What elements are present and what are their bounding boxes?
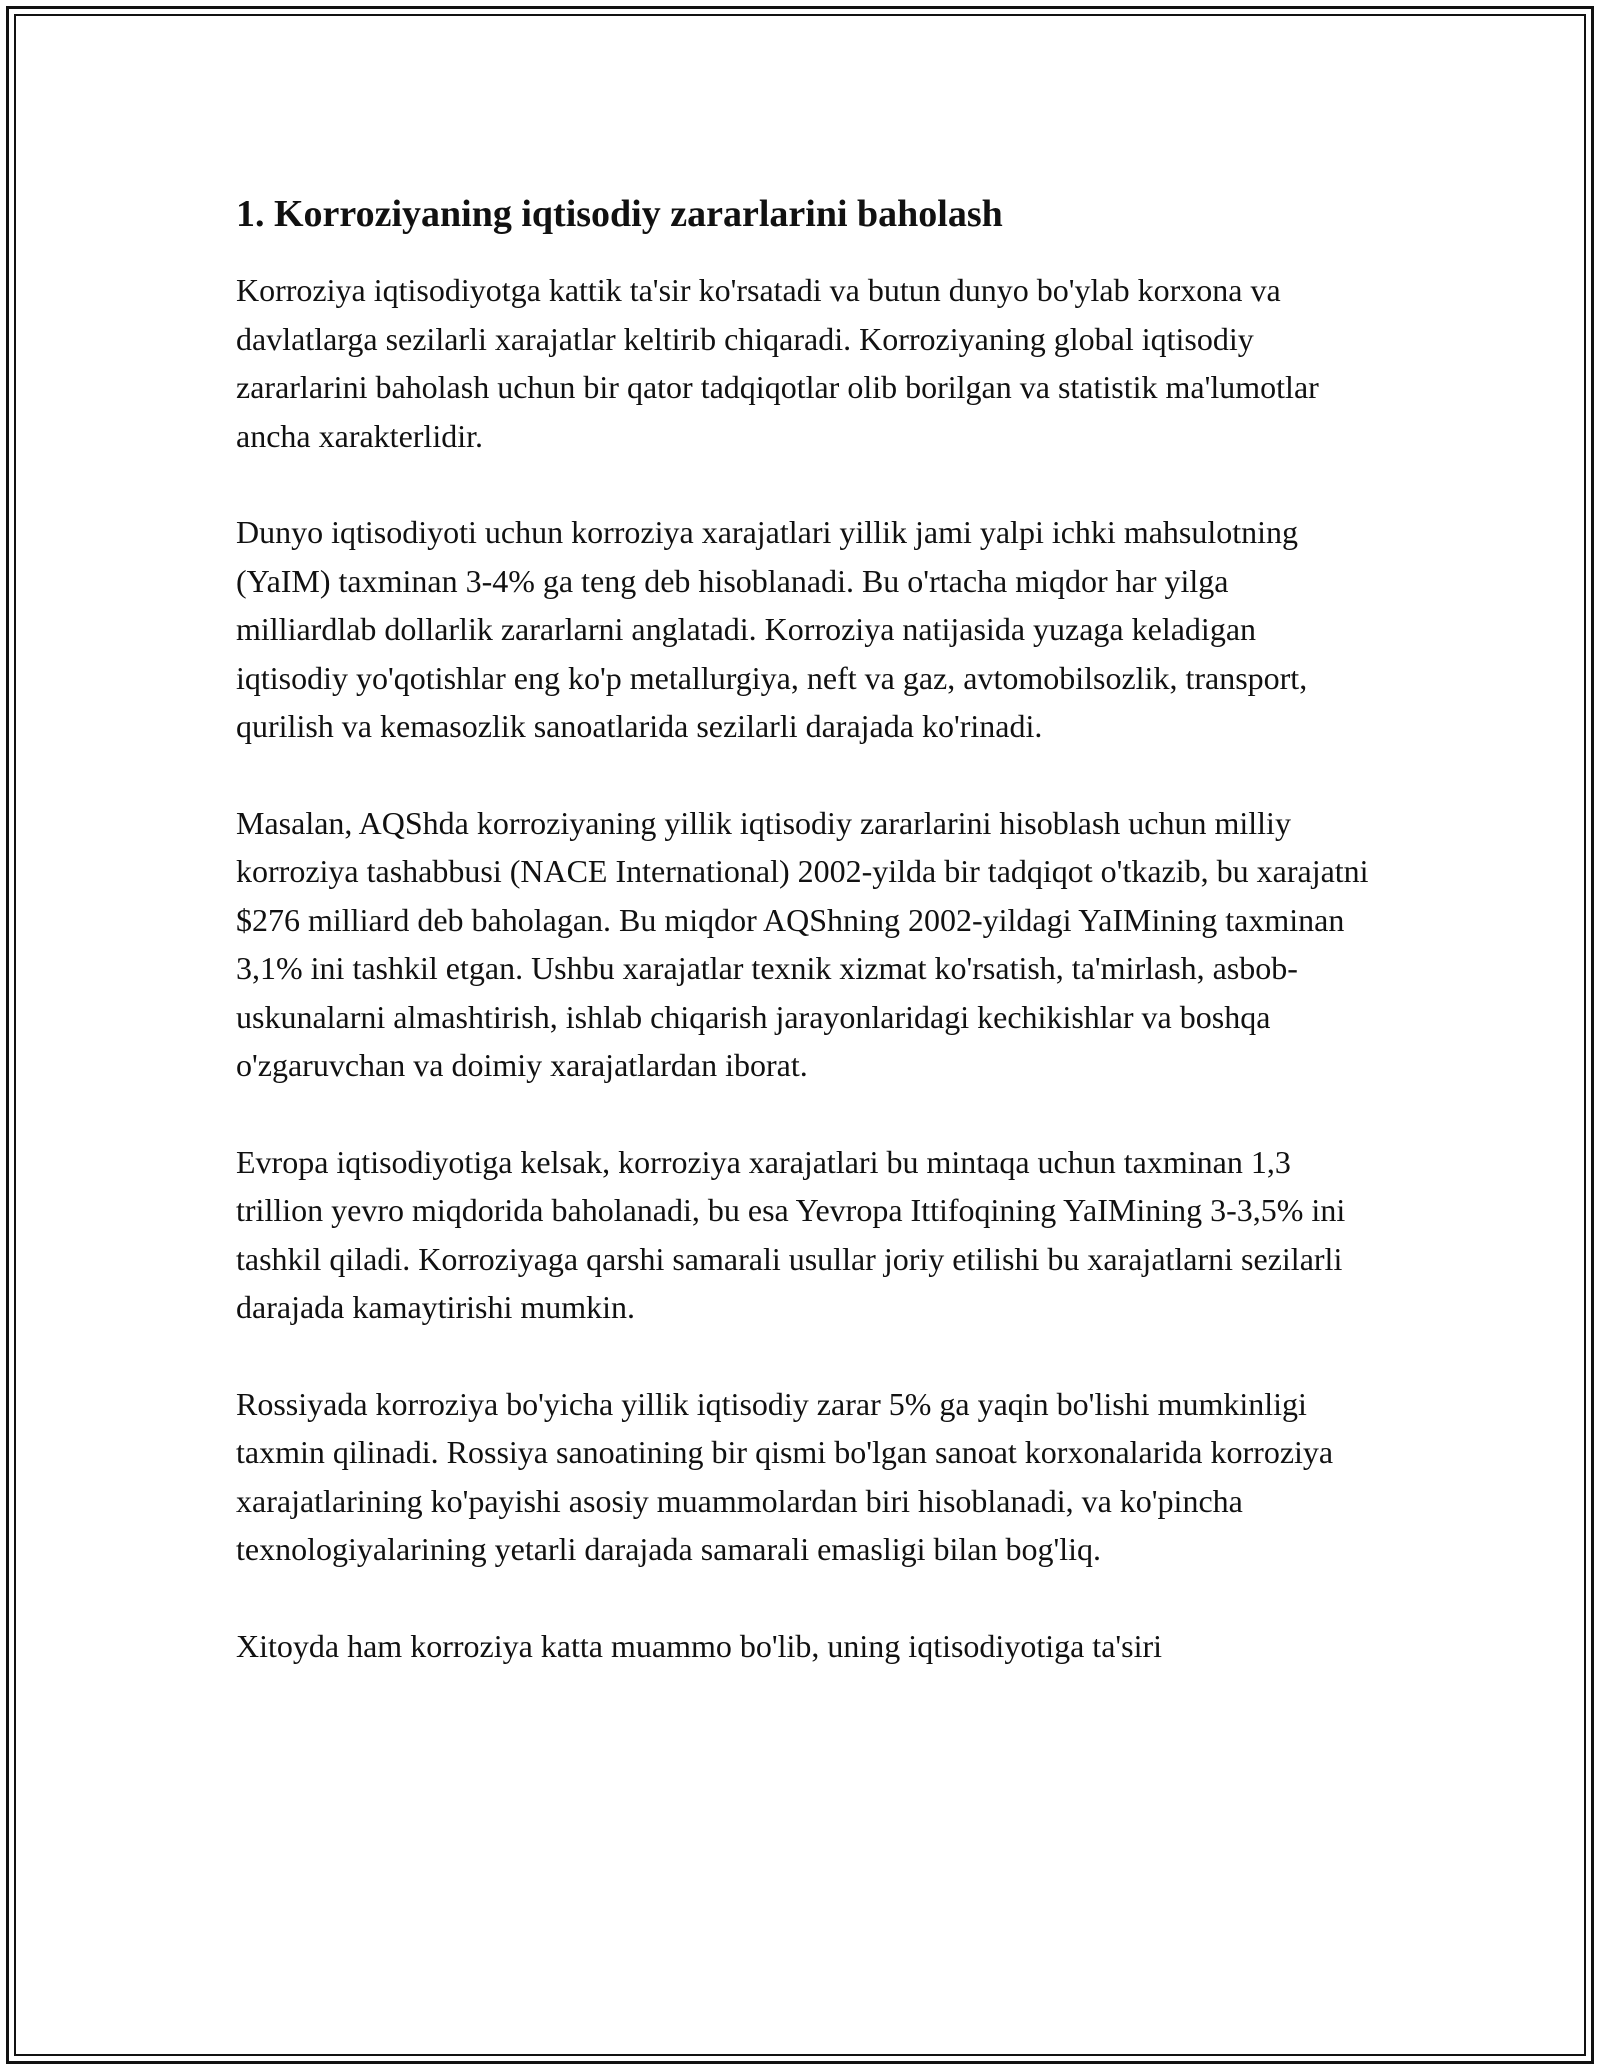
section-heading: 1. Korroziyaning iqtisodiy zararlarini baholash [236,193,1003,235]
paragraph-world-economy: Dunyo iqtisodiyoti uchun korroziya xarajatlari yillik jami yalpi ichki mahsulotning (YaIM) taxminan 3-4% ga teng deb hisoblanadi. Bu o'rtacha miqdor har yilga milliardlab dollarlik zararlarni anglatadi. Korroziya natijasida yuzaga keladigan iqtisodiy yo'qotishlar eng ko'p metallurgiya, neft va gaz, avtomobilsozlik, transport, qurilish va kemasozlik sanoatlarida sezilarli darajada ko'rinadi. [236,514,1308,744]
paragraph-russia: Rossiyada korroziya bo'yicha yillik iqtisodiy zarar 5% ga yaqin bo'lishi mumkinligi taxmin qilinadi. Rossiya sanoatining bir qismi bo'lgan sanoat korxonalarida korroziya xarajatlarining ko'payishi asosiy muammolardan biri hisoblanadi, va ko'pincha texnologiyalarining yetarli darajada samarali emasligi bilan bog'liq. [236,1385,1334,1567]
document-body [236,188,1376,1718]
paragraph-europe: Evropa iqtisodiyotiga kelsak, korroziya xarajatlari bu mintaqa uchun taxminan 1,3 trillion yevro miqdorida baholanadi, bu esa Yevropa Ittifoqining YaIMining 3-3,5% ini tashkil qiladi. Korroziyaga qarshi samarali usullar joriy etilishi bu xarajatlarni sezilarli darajada kamaytirishi mumkin. [236,1143,1346,1325]
paragraph-global-impact: Korroziya iqtisodiyotga kattik ta'sir ko'rsatadi va butun dunyo bo'ylab korxona va davlatlarga sezilarli xarajatlar keltirib chiqaradi. Korroziyaning global iqtisodiy zararlarini baholash uchun bir qator tadqiqotlar olib borilgan va statistik ma'lumotlar ancha xarakterlidir. [236,272,1319,454]
paragraph-usa: Masalan, AQShda korroziyaning yillik iqtisodiy zararlarini hisoblash uchun milliy korroziya tashabbusi (NACE International) 2002-yilda bir tadqiqot o'tkazib, bu xarajatni $276 milliard deb baholagan. Bu miqdor AQShning 2002-yildagi YaIMining taxminan 3,1% ini tashkil etgan. Ushbu xarajatlar texnik xizmat ko'rsatish, ta'mirlash, asbob-uskunalarni almashtirish, ishlab chiqarish jarayonlaridagi kechikishlar va boshqa o'zgaruvchan va doimiy xarajatlardan iborat. [236,804,1369,1083]
paragraph-china: Xitoyda ham korroziya katta muammo bo'lib, uning iqtisodiyotiga ta'siri [236,1627,1163,1664]
